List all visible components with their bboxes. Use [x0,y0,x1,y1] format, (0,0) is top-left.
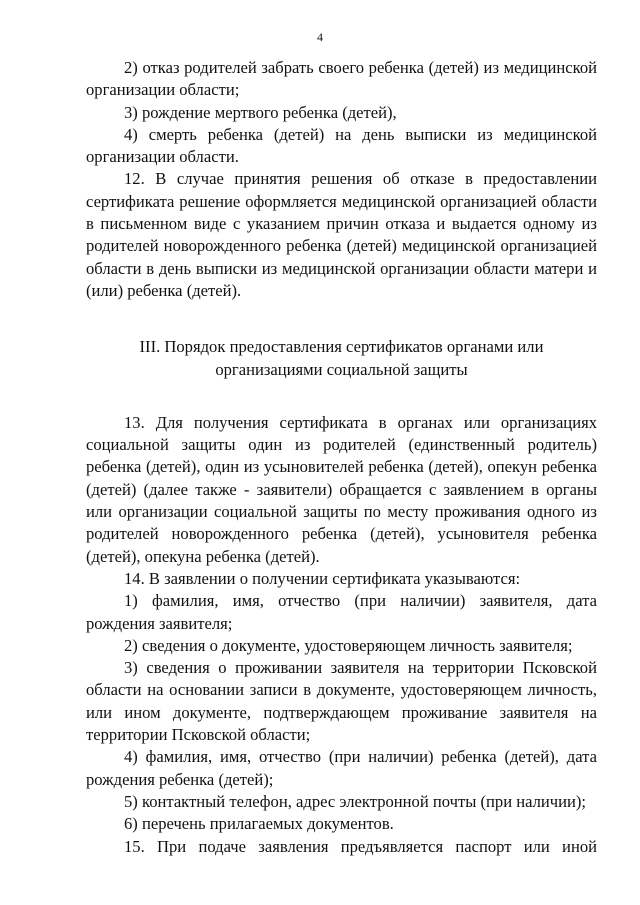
paragraph-stillbirth: 3) рождение мертвого ребенка (детей), [124,102,397,122]
section-heading: III. Порядок предоставления сертификатов органами или организациями социальной защиты [139,337,544,379]
paragraph-13-applicants: 13. Для получения сертификата в органах или организациях социальной защиты один из родителей (единственный родитель) ребенка (детей), один из усыновителей ребенка (детей), опекун ребенка (детей) (далее также - заявители) обращается с заявлением в органы или организации социальной защиты по месту проживания одного из родителей новорожденного ребенка (детей), усыновителя ребенка (детей), опекуна ребенка (детей). [86,412,597,566]
list-item-child-name: 4) фамилия, имя, отчество (при наличии) ребенка (детей), дата рождения ребенка (детей); [86,747,597,789]
list-item-contacts: 5) контактный телефон, адрес электронной почты (при наличии); [124,791,587,811]
list-item-residence: 3) сведения о проживании заявителя на территории Псковской области на основании записи в документе, удостоверяющем личность, или ином документе, подтверждающем проживание заявителя на территории Псковской области; [86,658,597,745]
paragraph-refusal-parents: 2) отказ родителей забрать своего ребенка (детей) из медицинской организации области; [86,58,597,100]
list-item-applicant-name: 1) фамилия, имя, отчество (при наличии) заявителя, дата рождения заявителя; [86,591,597,633]
paragraph-14-application-contents: 14. В заявлении о получении сертификата указываются: [124,568,521,588]
list-item-attached-documents: 6) перечень прилагаемых документов. [124,814,394,834]
document-body [86,57,597,858]
paragraph-15-passport: 15. При подаче заявления предъявляется паспорт или иной [124,836,597,856]
paragraph-child-death: 4) смерть ребенка (детей) на день выписки из медицинской организации области. [86,124,597,167]
list-item-identity-document: 2) сведения о документе, удостоверяющем личность заявителя; [124,635,573,655]
paragraph-12-refusal-decision: 12. В случае принятия решения об отказе в предоставлении сертификата решение оформляется медицинской организацией области в письменном виде с указанием причин отказа и выдается одному из родителей новорожденного ребенка (детей) медицинской организацией области в день выписки из медицинской организации области матери и (или) ребенка (детей). [86,169,597,300]
page-number: 4 [317,30,323,44]
